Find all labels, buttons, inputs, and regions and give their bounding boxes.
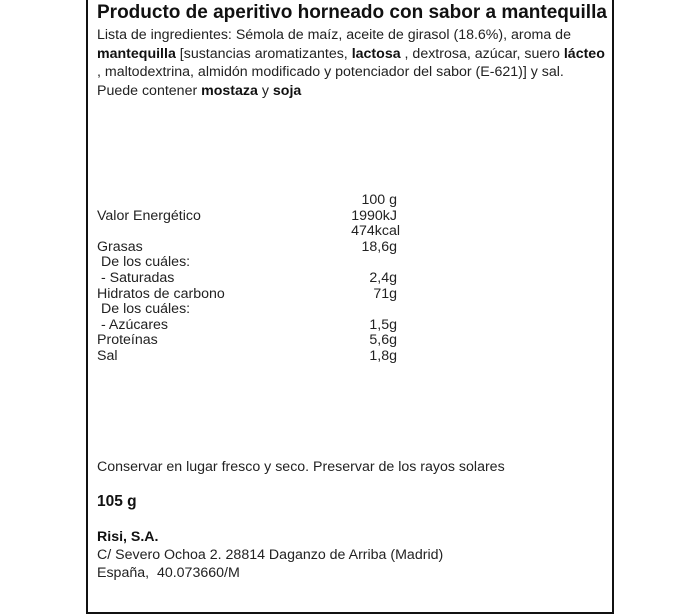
company-country-registration: España, 40.073660/M <box>97 565 240 581</box>
allergen-mostaza: mostaza <box>201 82 258 99</box>
nutrient-label: Valor Energético <box>97 207 201 224</box>
nutrition-row <box>97 349 397 365</box>
storage-instructions: Conservar en lugar fresco y seco. Preservar de los rayos solares <box>97 459 505 475</box>
allergen-mantequilla: mantequilla <box>97 45 176 62</box>
ingredients-segment: , dextrosa, azúcar, suero <box>400 45 564 62</box>
nutrition-row <box>97 333 397 349</box>
nutrient-label: - Azúcares <box>101 316 169 333</box>
nutrient-value: 2,4g <box>369 269 397 286</box>
nutrient-value: 18,6g <box>361 238 397 255</box>
nutrient-label: Grasas <box>97 238 143 255</box>
nutrient-label: De los cuáles: <box>101 254 191 271</box>
nutrient-label: Sal <box>97 347 118 364</box>
nutrition-header: 100 g <box>361 192 397 208</box>
nutrition-row <box>97 287 397 303</box>
nutrition-row <box>97 209 397 225</box>
nutrient-label: Hidratos de carbono <box>97 285 225 302</box>
nutrient-value: 1,8g <box>369 347 397 364</box>
allergen-lactosa: lactosa <box>351 45 401 62</box>
ingredients-segment: [sustancias aromatizantes, <box>175 45 352 62</box>
allergen-soja: soja <box>272 82 302 99</box>
company-name: Risi, S.A. <box>97 529 159 545</box>
nutrition-row <box>97 240 397 256</box>
ingredients-segment: Lista de ingredientes: Sémola de maíz, aceite de girasol (18.6%), aroma de <box>97 27 571 43</box>
nutrient-value: 1990kJ <box>351 207 397 224</box>
nutrition-row <box>97 223 400 240</box>
nutrition-row <box>97 271 397 287</box>
nutrition-row <box>97 302 397 318</box>
nutrition-header-row <box>97 193 397 209</box>
ingredients-segment: , maltodextrina, almidón modificado y potenciador del sabor (E-621)] y sal. Puede contener <box>97 64 564 99</box>
ingredients-list <box>97 26 607 100</box>
nutrient-value: 5,6g <box>369 332 397 349</box>
ingredients-segment: y <box>257 82 273 99</box>
company-address: C/ Severo Ochoa 2. 28814 Daganzo de Arriba (Madrid) <box>97 547 444 563</box>
nutrient-value: 474kcal <box>351 223 400 240</box>
nutrient-value: 71g <box>373 285 397 302</box>
nutrition-table <box>97 192 400 365</box>
product-title: Producto de aperitivo horneado con sabor a mantequilla <box>97 2 607 23</box>
product-label <box>86 0 614 614</box>
net-weight: 105 g <box>97 493 137 510</box>
nutrition-row <box>97 318 397 334</box>
nutrient-value: 1,5g <box>369 316 397 333</box>
nutrient-label: - Saturadas <box>101 269 175 286</box>
nutrition-row <box>97 255 397 271</box>
allergen-lacteo: lácteo <box>563 45 605 62</box>
nutrient-label: Proteínas <box>97 332 158 349</box>
nutrient-label: De los cuáles: <box>101 301 191 318</box>
